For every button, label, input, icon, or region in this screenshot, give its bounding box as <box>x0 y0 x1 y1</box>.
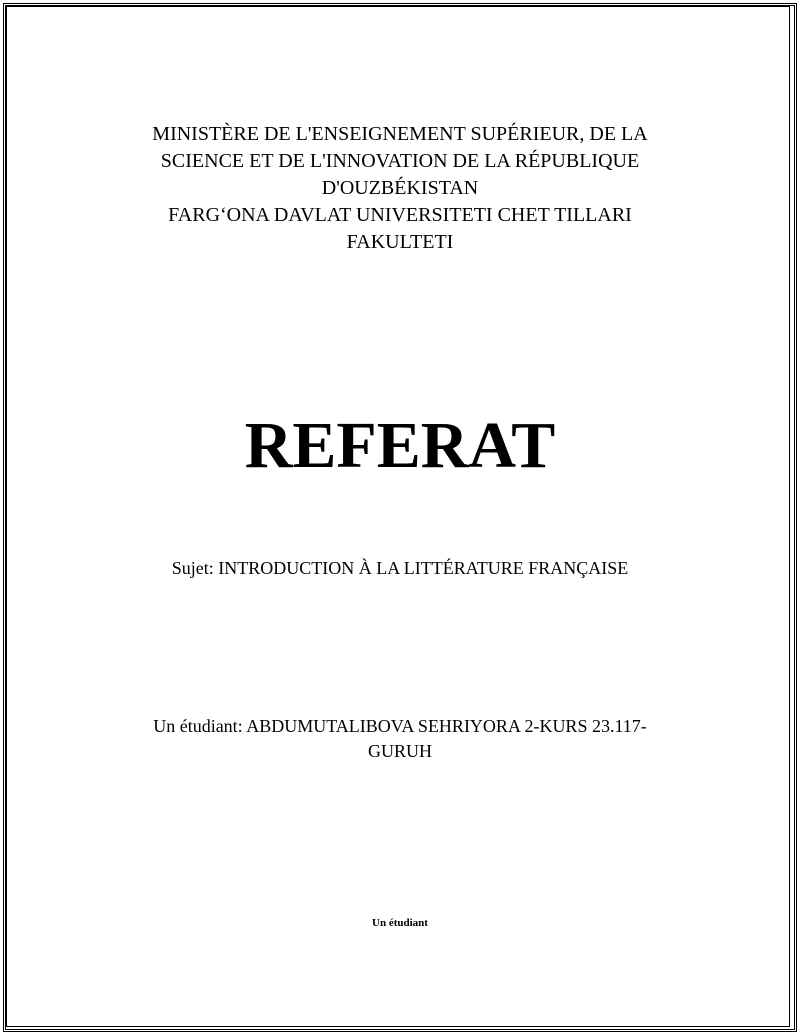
header-line: MINISTÈRE DE L'ENSEIGNEMENT SUPÉRIEUR, DE LA <box>152 123 648 145</box>
footer-label: Un étudiant <box>372 917 428 929</box>
student-line: GURUH <box>367 741 432 761</box>
student-line: Un étudiant: ABDUMUTALIBOVA SEHRIYORA 2-KURS 23.117- <box>153 716 647 736</box>
student-info <box>0 714 800 764</box>
header-line: FARG‘ONA DAVLAT UNIVERSITETI CHET TILLARI <box>168 204 632 226</box>
header-line: FAKULTETI <box>346 231 454 253</box>
header-line: SCIENCE ET DE L'INNOVATION DE LA RÉPUBLIQUE <box>160 150 640 172</box>
institution-header <box>0 121 800 256</box>
subject-line: Sujet: INTRODUCTION À LA LITTÉRATURE FRANÇAISE <box>171 558 629 578</box>
document-title: REFERAT <box>244 409 556 482</box>
header-line: D'OUZBÉKISTAN <box>321 177 479 199</box>
